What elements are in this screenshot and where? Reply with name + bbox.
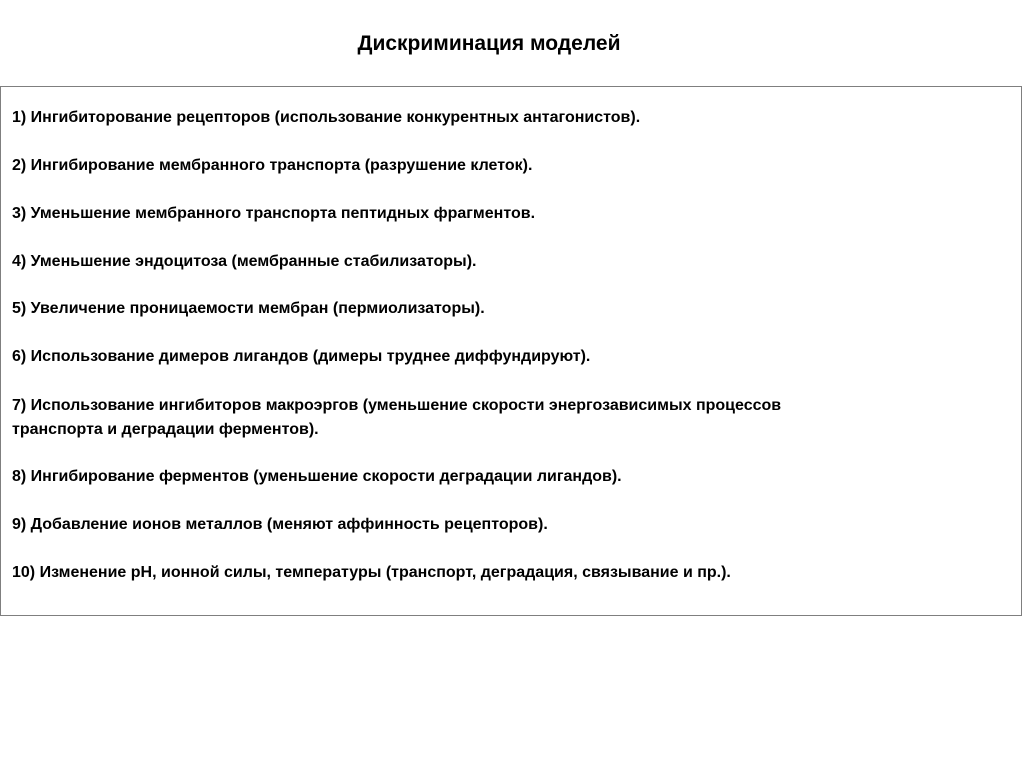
list-item-6: 6) Использование димеров лигандов (димеры труднее диффундируют).: [12, 348, 591, 365]
list-item-5: 5) Увеличение проницаемости мембран (пермиолизаторы).: [12, 300, 485, 317]
list-item-9: 9) Добавление ионов металлов (меняют аффинность рецепторов).: [12, 516, 548, 533]
list-item-10: 10) Изменение pH, ионной силы, температуры (транспорт, деградация, связывание и пр.).: [12, 564, 731, 581]
content-box: [0, 86, 1022, 616]
list-item-4: 4) Уменьшение эндоцитоза (мембранные стабилизаторы).: [12, 253, 477, 270]
list-item-3: 3) Уменьшение мембранного транспорта пептидных фрагментов.: [12, 205, 536, 222]
list-item-7: 7) Использование ингибиторов макроэргов (уменьшение скорости энергозависимых процессов транспорта и деградации ферментов).: [12, 397, 782, 438]
list-item-2: 2) Ингибирование мембранного транспорта (разрушение клеток).: [12, 157, 533, 174]
list-item-1: 1) Ингибиторование рецепторов (использование конкурентных антагонистов).: [12, 109, 641, 126]
list-item-8: 8) Ингибирование ферментов (уменьшение скорости деградации лигандов).: [12, 468, 622, 485]
slide-title: Дискриминация моделей: [357, 32, 621, 55]
